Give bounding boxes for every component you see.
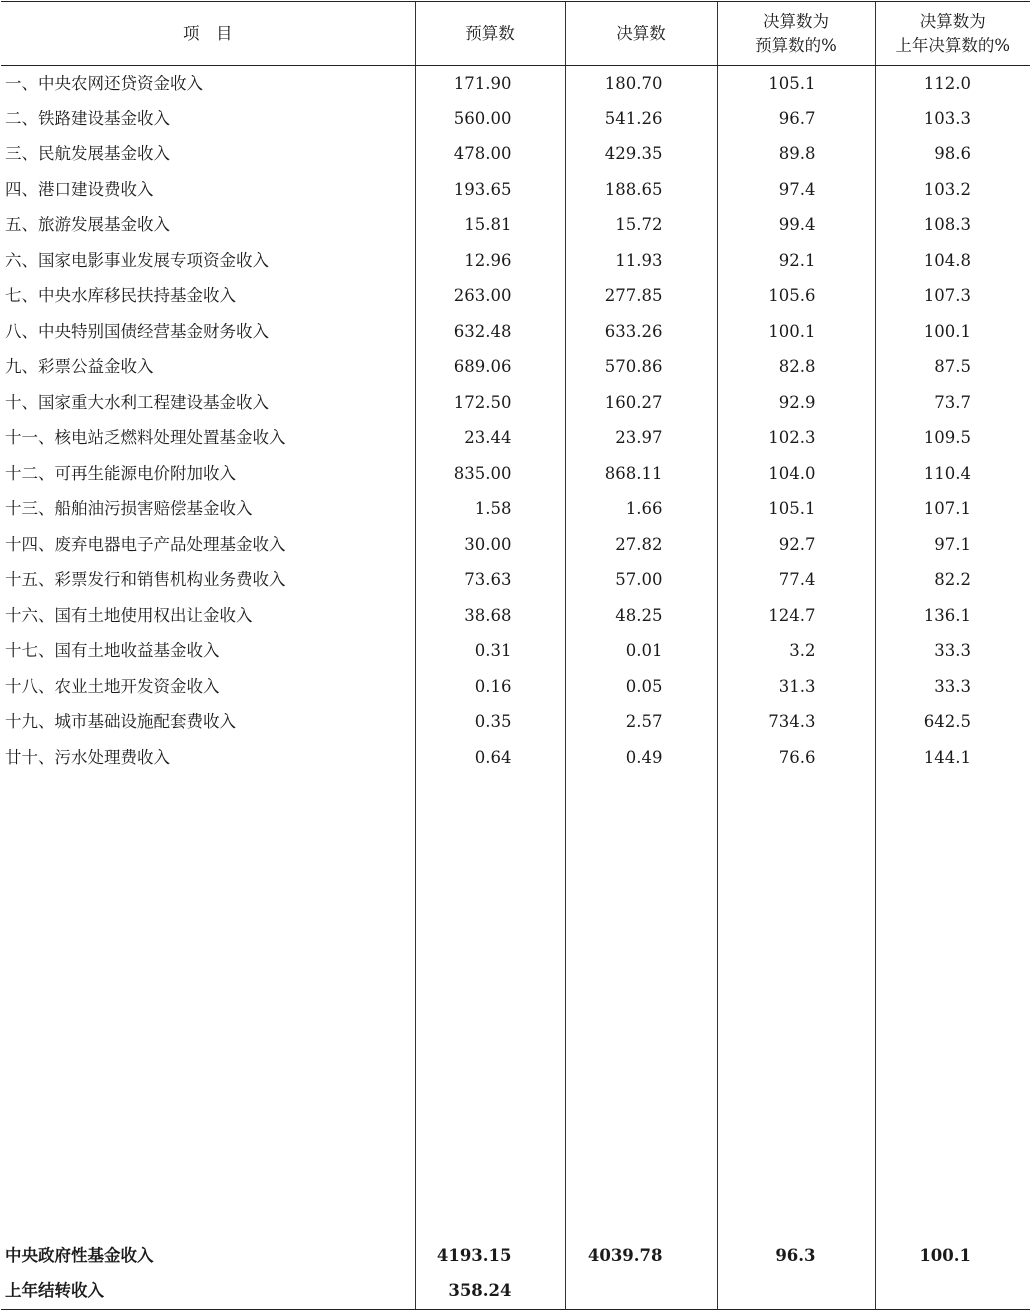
cell-budget: 0.16 — [415, 669, 565, 705]
table-row — [1, 243, 1030, 279]
cell-budget: 73.63 — [415, 563, 565, 599]
cell-final: 277.85 — [565, 279, 717, 315]
carryover-row — [1, 1274, 1030, 1310]
cell-budget: 0.35 — [415, 705, 565, 741]
cell-ratio-prev: 98.6 — [875, 137, 1030, 173]
total-row — [1, 1238, 1030, 1274]
cell-ratio-budget: 31.3 — [717, 669, 875, 705]
table-row — [1, 101, 1030, 137]
cell-ratio-budget: 105.1 — [717, 66, 875, 102]
cell-ratio-prev: 33.3 — [875, 634, 1030, 670]
total-ratio-budget: 96.3 — [717, 1238, 875, 1274]
cell-ratio-budget: 104.0 — [717, 456, 875, 492]
total-ratio-prev: 100.1 — [875, 1238, 1030, 1274]
cell-ratio-prev: 103.3 — [875, 101, 1030, 137]
cell-ratio-prev: 87.5 — [875, 350, 1030, 386]
blank-spacer-row — [1, 776, 1030, 1238]
header-item: 项 目 — [1, 2, 415, 66]
cell-item: 十九、城市基础设施配套费收入 — [5, 712, 236, 732]
cell-final: 570.86 — [565, 350, 717, 386]
table-row — [1, 527, 1030, 563]
table-row — [1, 208, 1030, 244]
fund-revenue-table — [1, 1, 1030, 1310]
table-header — [1, 2, 1030, 66]
table-row — [1, 279, 1030, 315]
cell-ratio-budget: 124.7 — [717, 598, 875, 634]
cell-item: 六、国家电影事业发展专项资金收入 — [5, 250, 269, 270]
cell-budget: 1.58 — [415, 492, 565, 528]
cell-final: 57.00 — [565, 563, 717, 599]
table-row — [1, 456, 1030, 492]
cell-ratio-prev: 97.1 — [875, 527, 1030, 563]
cell-final: 2.57 — [565, 705, 717, 741]
cell-final: 1.66 — [565, 492, 717, 528]
carryover-ratio-budget — [717, 1274, 875, 1310]
cell-final: 48.25 — [565, 598, 717, 634]
cell-ratio-prev: 109.5 — [875, 421, 1030, 457]
cell-ratio-prev: 73.7 — [875, 385, 1030, 421]
cell-ratio-prev: 104.8 — [875, 243, 1030, 279]
cell-ratio-prev: 136.1 — [875, 598, 1030, 634]
cell-budget: 263.00 — [415, 279, 565, 315]
header-row — [1, 2, 1030, 66]
cell-final: 0.05 — [565, 669, 717, 705]
cell-final: 633.26 — [565, 314, 717, 350]
table-row — [1, 421, 1030, 457]
blank-cell — [415, 776, 565, 1238]
cell-ratio-budget: 77.4 — [717, 563, 875, 599]
cell-final: 541.26 — [565, 101, 717, 137]
table-row — [1, 563, 1030, 599]
cell-item: 一、中央农网还贷资金收入 — [5, 73, 203, 93]
cell-budget: 632.48 — [415, 314, 565, 350]
cell-ratio-prev: 108.3 — [875, 208, 1030, 244]
cell-ratio-budget: 76.6 — [717, 740, 875, 776]
cell-item: 廿十、污水处理费收入 — [5, 747, 170, 767]
table-body — [1, 66, 1030, 1310]
cell-item: 八、中央特别国债经营基金财务收入 — [5, 321, 269, 341]
cell-item: 十五、彩票发行和销售机构业务费收入 — [5, 570, 286, 590]
carryover-item: 上年结转收入 — [1, 1274, 415, 1310]
header-budget: 预算数 — [415, 2, 565, 66]
cell-ratio-budget: 92.1 — [717, 243, 875, 279]
cell-ratio-prev: 107.1 — [875, 492, 1030, 528]
cell-budget: 689.06 — [415, 350, 565, 386]
cell-item: 十六、国有土地使用权出让金收入 — [5, 605, 253, 625]
cell-budget: 23.44 — [415, 421, 565, 457]
cell-budget: 478.00 — [415, 137, 565, 173]
cell-budget: 0.64 — [415, 740, 565, 776]
cell-item: 三、民航发展基金收入 — [5, 144, 170, 164]
cell-budget: 171.90 — [415, 66, 565, 102]
cell-budget: 15.81 — [415, 208, 565, 244]
cell-item: 十八、农业土地开发资金收入 — [5, 676, 220, 696]
cell-ratio-prev: 103.2 — [875, 172, 1030, 208]
cell-final: 868.11 — [565, 456, 717, 492]
cell-ratio-budget: 105.1 — [717, 492, 875, 528]
cell-item: 五、旅游发展基金收入 — [5, 215, 170, 235]
cell-budget: 38.68 — [415, 598, 565, 634]
carryover-ratio-prev — [875, 1274, 1030, 1310]
cell-budget: 835.00 — [415, 456, 565, 492]
cell-final: 429.35 — [565, 137, 717, 173]
table-row — [1, 598, 1030, 634]
cell-ratio-budget: 97.4 — [717, 172, 875, 208]
total-budget: 4193.15 — [415, 1238, 565, 1274]
table-row — [1, 385, 1030, 421]
cell-ratio-prev: 110.4 — [875, 456, 1030, 492]
cell-ratio-budget: 99.4 — [717, 208, 875, 244]
cell-ratio-budget: 105.6 — [717, 279, 875, 315]
cell-item: 十二、可再生能源电价附加收入 — [5, 463, 236, 483]
header-ratio-prev: 决算数为 上年决算数的% — [875, 2, 1030, 66]
blank-cell — [565, 776, 717, 1238]
cell-ratio-budget: 102.3 — [717, 421, 875, 457]
table-row — [1, 172, 1030, 208]
total-final: 4039.78 — [565, 1238, 717, 1274]
table-row — [1, 314, 1030, 350]
blank-cell — [1, 776, 415, 1238]
carryover-budget: 358.24 — [415, 1274, 565, 1310]
cell-final: 0.49 — [565, 740, 717, 776]
cell-final: 180.70 — [565, 66, 717, 102]
cell-budget: 172.50 — [415, 385, 565, 421]
cell-final: 23.97 — [565, 421, 717, 457]
cell-item: 七、中央水库移民扶持基金收入 — [5, 286, 236, 306]
cell-ratio-prev: 82.2 — [875, 563, 1030, 599]
header-final: 决算数 — [565, 2, 717, 66]
cell-final: 15.72 — [565, 208, 717, 244]
cell-budget: 30.00 — [415, 527, 565, 563]
cell-ratio-budget: 82.8 — [717, 350, 875, 386]
cell-ratio-budget: 96.7 — [717, 101, 875, 137]
table-row — [1, 66, 1030, 102]
cell-final: 0.01 — [565, 634, 717, 670]
cell-ratio-budget: 92.7 — [717, 527, 875, 563]
header-ratio-budget: 决算数为 预算数的% — [717, 2, 875, 66]
cell-item: 十、国家重大水利工程建设基金收入 — [5, 392, 269, 412]
table-row — [1, 137, 1030, 173]
cell-item: 九、彩票公益金收入 — [5, 357, 154, 377]
cell-ratio-budget: 3.2 — [717, 634, 875, 670]
cell-final: 11.93 — [565, 243, 717, 279]
cell-budget: 560.00 — [415, 101, 565, 137]
cell-item: 十七、国有土地收益基金收入 — [5, 641, 220, 661]
cell-item: 二、铁路建设基金收入 — [5, 108, 170, 128]
table-row — [1, 705, 1030, 741]
cell-item: 十四、废弃电器电子产品处理基金收入 — [5, 534, 286, 554]
cell-budget: 12.96 — [415, 243, 565, 279]
total-item: 中央政府性基金收入 — [5, 1245, 154, 1265]
blank-cell — [875, 776, 1030, 1238]
cell-budget: 0.31 — [415, 634, 565, 670]
cell-ratio-budget: 100.1 — [717, 314, 875, 350]
cell-final: 160.27 — [565, 385, 717, 421]
table-row — [1, 669, 1030, 705]
table-row — [1, 634, 1030, 670]
cell-ratio-budget: 89.8 — [717, 137, 875, 173]
cell-ratio-prev: 642.5 — [875, 705, 1030, 741]
cell-final: 27.82 — [565, 527, 717, 563]
cell-item: 十三、船舶油污损害赔偿基金收入 — [5, 499, 253, 519]
cell-final: 188.65 — [565, 172, 717, 208]
cell-ratio-prev: 112.0 — [875, 66, 1030, 102]
table-row — [1, 740, 1030, 776]
cell-ratio-prev: 107.3 — [875, 279, 1030, 315]
cell-ratio-prev: 33.3 — [875, 669, 1030, 705]
cell-ratio-budget: 92.9 — [717, 385, 875, 421]
cell-ratio-budget: 734.3 — [717, 705, 875, 741]
blank-cell — [717, 776, 875, 1238]
table-row — [1, 492, 1030, 528]
cell-budget: 193.65 — [415, 172, 565, 208]
table-row — [1, 350, 1030, 386]
cell-item: 四、港口建设费收入 — [5, 179, 154, 199]
cell-ratio-prev: 144.1 — [875, 740, 1030, 776]
carryover-final — [565, 1274, 717, 1310]
cell-ratio-prev: 100.1 — [875, 314, 1030, 350]
cell-item: 十一、核电站乏燃料处理处置基金收入 — [5, 428, 286, 448]
